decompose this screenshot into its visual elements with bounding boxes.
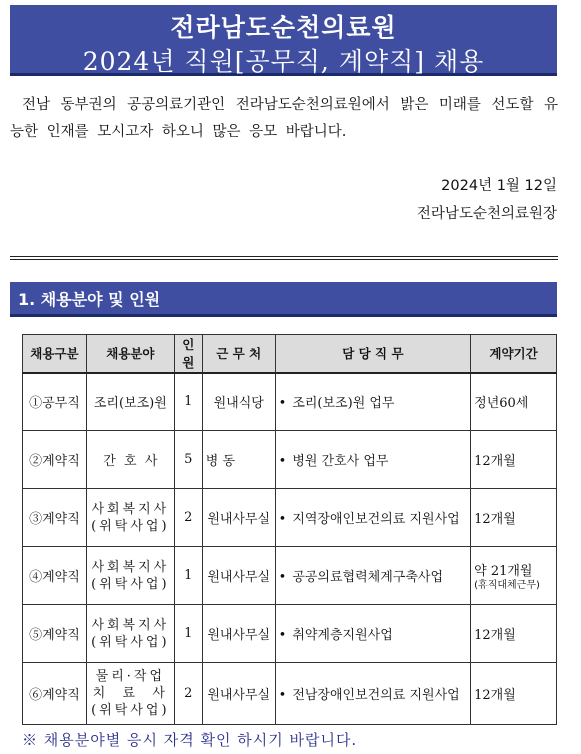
row-count: 1: [174, 547, 202, 605]
table-row: [23, 373, 557, 431]
intro-paragraph: [10, 92, 558, 146]
row-duty-text: • 취약계층지원사업: [279, 628, 393, 643]
header-type: 채용구분: [23, 335, 87, 373]
row-count: 1: [174, 373, 202, 431]
row-duty-text: • 전남장애인보건의료 지원사업: [279, 688, 460, 703]
header-period: 계약기간: [471, 335, 557, 373]
row-duty: [275, 431, 471, 489]
row-count: 5: [174, 431, 202, 489]
row-place: 원내사무실: [202, 547, 275, 605]
row-period-text: 약 21개월: [474, 563, 533, 579]
header-place: 근 무 처: [202, 335, 275, 373]
divider-double-line: [10, 256, 558, 260]
row-type: ①공무직: [23, 373, 87, 431]
row-place: 원내사무실: [202, 605, 275, 663]
row-field: [86, 605, 174, 663]
row-duty-text: • 조리(보조)원 업무: [279, 396, 395, 411]
row-field: [86, 547, 174, 605]
intro-text: 전남 동부권의 공공의료기관인 전라남도순천의료원에서 밝은 미래를 선도할 유능한 인재를 모시고자 하오니 많은 응모 바랍니다.: [10, 97, 558, 140]
row-duty: [275, 489, 471, 547]
row-field-line3: (위탁사업): [91, 703, 170, 718]
row-period: 12개월: [471, 663, 557, 725]
row-period: 정년60세: [471, 373, 557, 431]
row-field-line2: (위탁사업): [91, 576, 170, 592]
header-field: 채용분야: [86, 335, 174, 373]
positions-table: [22, 334, 557, 725]
row-duty: [275, 605, 471, 663]
row-type: ③계약직: [23, 489, 87, 547]
row-place: 원내식당: [202, 373, 275, 431]
row-place: 병 동: [202, 431, 275, 489]
row-duty: [275, 663, 471, 725]
header-duty: 담 당 직 무: [275, 335, 471, 373]
row-field: [86, 663, 174, 725]
table-header-row: [23, 335, 557, 373]
row-count: 1: [174, 605, 202, 663]
table-row: [23, 489, 557, 547]
row-duty-text: • 공공의료협력체계구축사업: [279, 570, 443, 585]
row-field-line1: 사회복지사: [91, 617, 170, 633]
row-period: 12개월: [471, 431, 557, 489]
row-field-line2: (위탁사업): [91, 518, 170, 534]
row-field: [86, 489, 174, 547]
section-heading-positions: 1. 채용분야 및 인원: [10, 282, 557, 317]
row-place: 원내사무실: [202, 489, 275, 547]
row-period: 12개월: [471, 489, 557, 547]
row-period: 12개월: [471, 605, 557, 663]
row-field-line1: 사회복지사: [91, 559, 170, 575]
row-field-line2: 치 료 사: [92, 686, 168, 701]
recruit-title: 2024년 직원[공무직, 계약직] 채용: [82, 47, 485, 76]
row-count: 2: [174, 663, 202, 725]
table-row: [23, 547, 557, 605]
announcement-signer: 전라남도순천의료원장: [416, 206, 557, 222]
row-duty: [275, 373, 471, 431]
header-count: 인원: [174, 335, 202, 373]
row-duty-text: • 병원 간호사 업무: [279, 454, 389, 469]
title-banner: [10, 5, 557, 76]
table-row: [23, 663, 557, 725]
announcement-date: 2024년 1월 12일: [441, 178, 557, 194]
row-type: ⑥계약직: [23, 663, 87, 725]
row-field: 간 호 사: [86, 431, 174, 489]
row-duty: [275, 547, 471, 605]
row-type: ②계약직: [23, 431, 87, 489]
row-duty-text: • 지역장애인보건의료 지원사업: [279, 512, 460, 527]
table-row: [23, 431, 557, 489]
row-field: 조리(보조)원: [86, 373, 174, 431]
row-field-line2: (위탁사업): [91, 634, 170, 650]
org-title: 전라남도순천의료원: [170, 13, 397, 42]
row-period-note: (휴직대체근무): [474, 579, 540, 591]
row-field-line1: 사회복지사: [91, 501, 170, 517]
row-place: 원내사무실: [202, 663, 275, 725]
row-type: ④계약직: [23, 547, 87, 605]
row-count: 2: [174, 489, 202, 547]
table-row: [23, 605, 557, 663]
eligibility-note: ※ 채용분야별 응시 자격 확인 하시기 바랍니다.: [22, 731, 358, 749]
row-type: ⑤계약직: [23, 605, 87, 663]
row-period: [471, 547, 557, 605]
row-field-line1: 물리·작업: [95, 669, 166, 684]
